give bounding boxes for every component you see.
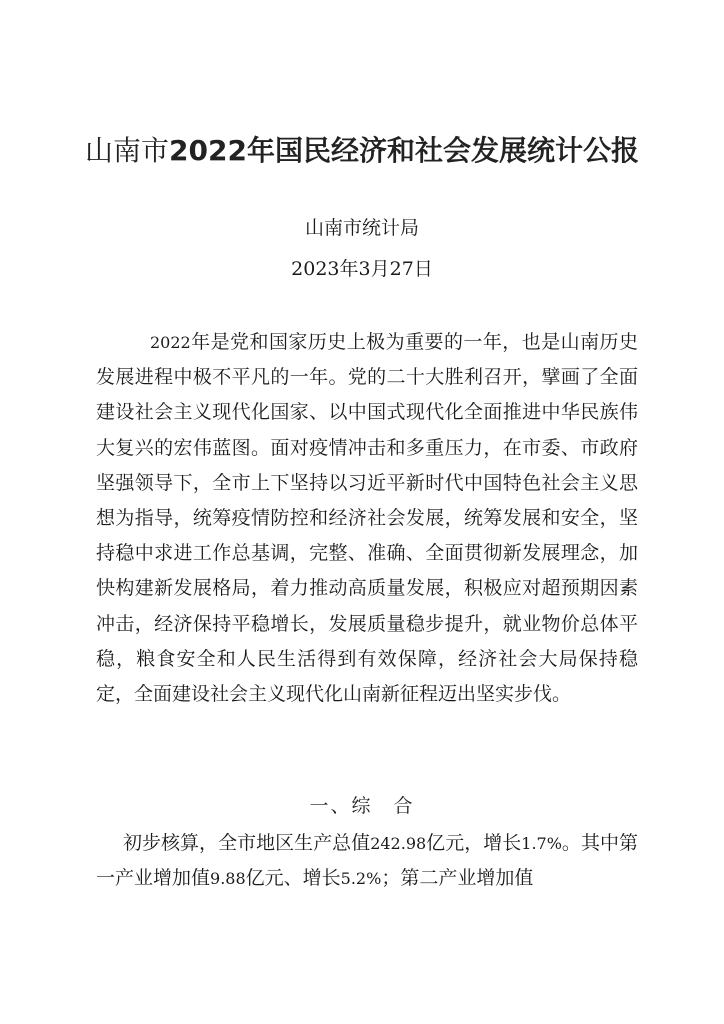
date-day-unit: 日 — [413, 258, 433, 280]
title-main: 2022年国民经济和社会发展统计公报 — [169, 134, 639, 167]
section-text-d: 亿元、增长 — [245, 867, 341, 890]
primary-value: 9.88 — [210, 869, 246, 889]
section-heading: 一、综 合 — [309, 795, 415, 817]
date-year-unit: 年 — [339, 258, 359, 280]
gdp-growth: 1.7% — [521, 834, 562, 853]
intro-paragraph — [96, 325, 638, 712]
gdp-value: 242.98 — [370, 834, 427, 853]
publish-date — [0, 255, 724, 283]
date-year: 2023 — [291, 258, 340, 280]
intro-year: 2022 — [150, 333, 191, 352]
section-text-e: ；第二产业增加值 — [381, 867, 534, 890]
primary-growth: 5.2% — [340, 869, 382, 889]
page-title — [60, 132, 664, 170]
title-prefix: 山南市 — [85, 134, 170, 167]
date-day: 27 — [389, 258, 414, 280]
section-paragraph — [96, 826, 638, 896]
section-text-a: 初步核算，全市地区生产总值 — [123, 832, 371, 854]
intro-text: 年是党和国家历史上极为重要的一年，也是山南历史发展进程中极不平凡的一年。党的二十大胜利召开，擘画了全面建设社会主义现代化国家、以中国式现代化全面推进中华民族伟大复兴的宏伟蓝图。面对疫情冲击和多重压力，在市委、市政府坚强领导下，全市上下坚持以习近平新时代中国特色社会主义思想为指导，统筹疫情防控和经济社会发展，统筹发展和安全，坚持稳中求进工作总基调，完整、准确、全面贯彻新发展理念，加快构建新发展格局，着力推动高质量发展，积极应对超预期因素冲击，经济保持平稳增长，发展质量稳步提升，就业物价总体平稳，粮食安全和人民生活得到有效保障，经济社会大局保持稳定，全面建设社会主义现代化山南新征程迈出坚实步伐。 — [96, 331, 638, 706]
issuer: 山南市统计局 — [304, 217, 419, 239]
date-month: 3 — [358, 258, 371, 280]
section-text-b: 亿元，增长 — [426, 832, 522, 854]
date-month-unit: 月 — [370, 258, 390, 280]
section-text-c: 。其中第一产业增加值 — [96, 832, 638, 890]
